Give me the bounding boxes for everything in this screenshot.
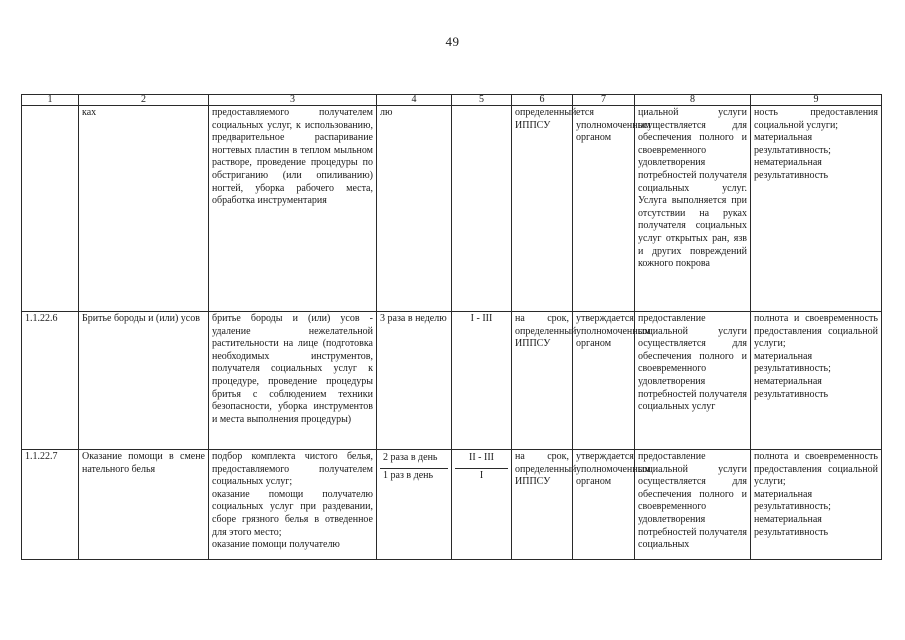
service-description: предоставляемого получателем социальных услуг, к использованию, предварительное распаривание ногтевых пластин в теплом мыльном растворе, проведение процедуры по обстриганию (или опиливанию) ногтей, уборка рабочего места, обработка инструментария bbox=[209, 106, 377, 312]
service-description: бритье бороды и (или) усов - удаление нежелательной растительности на лице (подготовка необходимых инструментов, получателя социальных услуг к процедуре, проведение процедуры бритья с соблюдением техники безопасности, уборка инструментов и места выполнения процедуры) bbox=[209, 312, 377, 450]
service-code: 1.1.22.7 bbox=[22, 450, 79, 560]
service-indicators: полнота и своевременность предоставления социальной услуги; материальная результативность; нематериальная результативность bbox=[751, 450, 882, 560]
service-indicators: ность предоставления социальной услуги; материальная результативность; нематериальная результативность bbox=[751, 106, 882, 312]
table-row bbox=[22, 450, 882, 560]
service-conditions: предоставление социальной услуги осуществляется для обеспечения полного и своевременного удовлетворения потребностей получателя социальных услуг bbox=[635, 312, 751, 450]
table-row bbox=[22, 312, 882, 450]
column-header: 1 bbox=[22, 95, 79, 106]
service-frequency: лю bbox=[377, 106, 452, 312]
service-frequency bbox=[377, 312, 452, 450]
column-header: 2 bbox=[79, 95, 209, 106]
service-code bbox=[22, 106, 79, 312]
term-line bbox=[515, 451, 569, 464]
term-word: на bbox=[515, 313, 525, 324]
service-term bbox=[512, 450, 577, 560]
table-header-row bbox=[22, 95, 882, 106]
term-word: срок, bbox=[547, 451, 569, 462]
term-line bbox=[515, 313, 569, 326]
service-group bbox=[452, 106, 512, 312]
service-term: определенный ИППСУ bbox=[512, 106, 573, 312]
service-description: подбор комплекта чистого белья, предоставляемого получателем социальных услуг; оказание помощи получателю социальных услуг при раздевании, сборе грязного белья в отведенное для этого место; оказание помощи получателю bbox=[209, 450, 377, 560]
service-name: ках bbox=[79, 106, 209, 312]
term-word: на bbox=[515, 451, 525, 462]
service-tariff: утверждается уполномоченным органом bbox=[573, 312, 635, 450]
services-table bbox=[21, 94, 882, 560]
column-header: 3 bbox=[209, 95, 377, 106]
frequency-top: 2 раза в день bbox=[380, 451, 448, 469]
service-conditions: предоставление социальной услуги осуществляется для обеспечения полного и своевременного удовлетворения потребностей получателя социальных bbox=[635, 450, 751, 560]
frequency-text: неделю bbox=[415, 313, 447, 324]
service-term bbox=[512, 312, 577, 450]
term-word: срок, bbox=[547, 313, 569, 324]
service-group bbox=[452, 450, 512, 560]
table-row bbox=[22, 106, 882, 312]
column-header: 5 bbox=[452, 95, 512, 106]
service-group: I - III bbox=[452, 312, 512, 450]
term-text: определенный ИППСУ bbox=[515, 463, 577, 488]
service-frequency bbox=[377, 450, 452, 560]
page-number: 49 bbox=[445, 34, 460, 49]
frequency-bottom: 1 раз в день bbox=[383, 470, 434, 481]
term-text: определенный ИППСУ bbox=[515, 325, 577, 350]
column-header: 7 bbox=[573, 95, 635, 106]
service-name: Оказание помощи в смене нательного белья bbox=[79, 450, 209, 560]
group-top: II - III bbox=[455, 451, 508, 469]
column-header: 4 bbox=[377, 95, 452, 106]
service-tariff: ется уполномоченным органом bbox=[573, 106, 635, 312]
frequency-text: 3 раза в bbox=[380, 313, 413, 324]
group-bottom: I bbox=[479, 470, 484, 481]
service-code: 1.1.22.6 bbox=[22, 312, 79, 450]
column-header: 8 bbox=[635, 95, 751, 106]
service-tariff: утверждается уполномоченным органом bbox=[573, 450, 635, 560]
column-header: 9 bbox=[751, 95, 882, 106]
service-indicators: полнота и своевременность предоставления социальной услуги; материальная результативность; нематериальная результативность bbox=[751, 312, 882, 450]
column-header: 6 bbox=[512, 95, 573, 106]
service-conditions: циальной услуги осуществляется для обеспечения полного и своевременного удовлетворения потребностей получателя социальных услуг. Услуга выполняется при отсутствии на руках получателя социальных услуг открытых ран, язв и других повреждений кожного покрова bbox=[635, 106, 751, 312]
service-name: Бритье бороды и (или) усов bbox=[79, 312, 209, 450]
